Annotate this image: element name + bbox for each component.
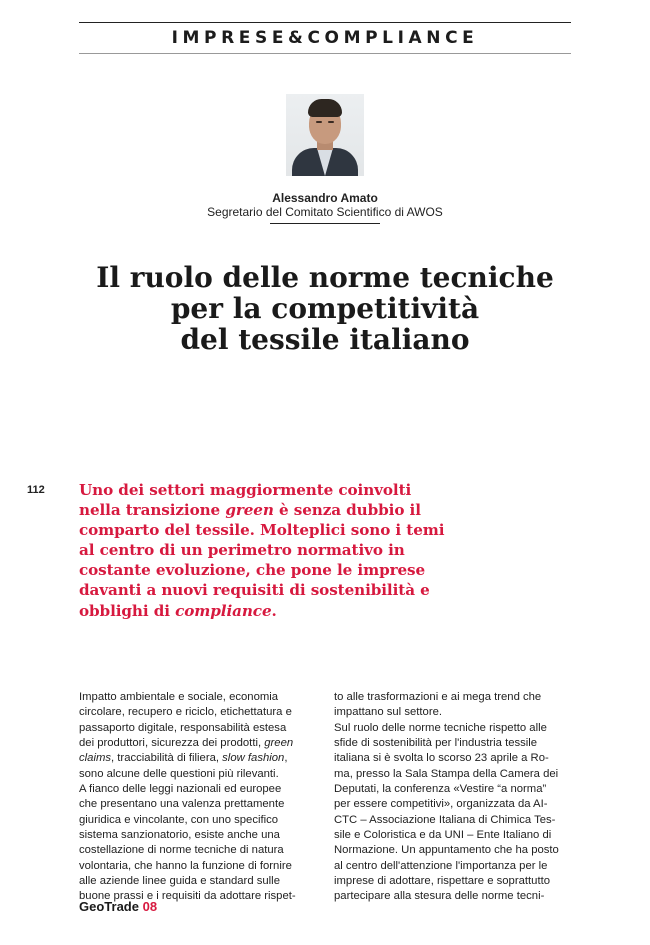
article-title	[79, 262, 571, 355]
body-line: partecipare alla stesura delle norme tecni-	[334, 890, 545, 903]
body-line: sistema sanzionatorio, esiste anche una	[79, 829, 280, 842]
body-line: buone prassi e i requisiti da adottare rispet-	[79, 890, 296, 903]
body-line: impattano sul settore.	[334, 706, 443, 719]
body-line: Normazione. Un appuntamento che ha posto	[334, 844, 559, 857]
lead-line: costante evoluzione, che pone le imprese	[79, 561, 426, 580]
body-line: circolare, recupero e riciclo, etichettatura e	[79, 706, 292, 719]
body-line: alle aziende linee guida e standard sulle	[79, 875, 280, 888]
author-role: Segretario del Comitato Scientifico di AWOS	[207, 205, 443, 219]
body-line: che presentano una valenza prettamente	[79, 798, 285, 811]
lead-line: davanti a nuovi requisiti di sostenibilità e	[79, 581, 430, 600]
author-name: Alessandro Amato	[272, 191, 378, 205]
author-divider	[270, 223, 380, 224]
body-line: sono alcune delle questioni più rilevanti.	[79, 767, 279, 780]
header-top-rule	[79, 22, 571, 23]
body-line: Impatto ambientale e sociale, economia	[79, 691, 279, 703]
footer-issue-number: 08	[142, 899, 158, 914]
author-photo	[286, 94, 364, 176]
body-line: dei produttori, sicurezza dei prodotti, green	[79, 737, 294, 750]
body-line: claims, tracciabilità di filiera, slow fashion,	[79, 752, 288, 765]
footer-brand	[79, 899, 157, 914]
body-line: per essere competitivi», organizzata da AI-	[334, 798, 548, 811]
body-line: imprese di adottare, rispettare e soprattutto	[334, 875, 551, 888]
body-line: costellazione di norme tecniche di natura	[79, 844, 284, 857]
body-line: ma, presso la Sala Stampa della Camera dei	[334, 767, 559, 780]
body-line: CTC – Associazione Italiana di Chimica Tes-	[334, 813, 556, 826]
body-line: Deputati, la conferenza «Vestire “a norma”	[334, 783, 547, 796]
lead-line: comparto del tessile. Molteplici sono i temi	[79, 521, 445, 540]
body-line: passaporto digitale, responsabilità estesa	[79, 721, 287, 734]
section-title: IMPRESE&COMPLIANCE	[171, 28, 479, 48]
article-lead	[79, 480, 459, 621]
lead-line: Uno dei settori maggiormente coinvolti	[79, 481, 412, 499]
article-title-line: del tessile italiano	[180, 323, 470, 356]
lead-line: nella transizione green è senza dubbio il	[79, 501, 421, 520]
body-column-left	[79, 690, 316, 905]
body-line: A fianco delle leggi nazionali ed europee	[79, 783, 282, 796]
body-line: to alle trasformazioni e ai mega trend che	[334, 691, 542, 703]
article-title-line: Il ruolo delle norme tecniche	[96, 261, 554, 294]
body-line: italiana si è svolta lo scorso 23 aprile a Ro-	[334, 752, 549, 765]
body-column-right	[334, 690, 571, 905]
lead-line: al centro di un perimetro normativo in	[79, 541, 405, 560]
body-line: Sul ruolo delle norme tecniche rispetto alle	[334, 721, 547, 734]
body-line: giuridica e vincolante, con uno specifico	[79, 813, 279, 826]
article-title-line: per la competitività	[170, 292, 480, 325]
page-number: 112	[27, 484, 45, 496]
body-line: sile e Coloristica e da UNI – Ente Italiano di	[334, 829, 552, 842]
body-line: al centro dell'attenzione l'importanza per le	[334, 859, 548, 872]
header-bottom-rule	[79, 53, 571, 54]
footer-brand-name: GeoTrade	[79, 899, 139, 914]
body-line: volontaria, che hanno la funzione di fornire	[79, 859, 292, 872]
lead-line: obblighi di compliance.	[79, 601, 277, 620]
body-line: sfide di sostenibilità per l'industria tessile	[334, 737, 538, 750]
